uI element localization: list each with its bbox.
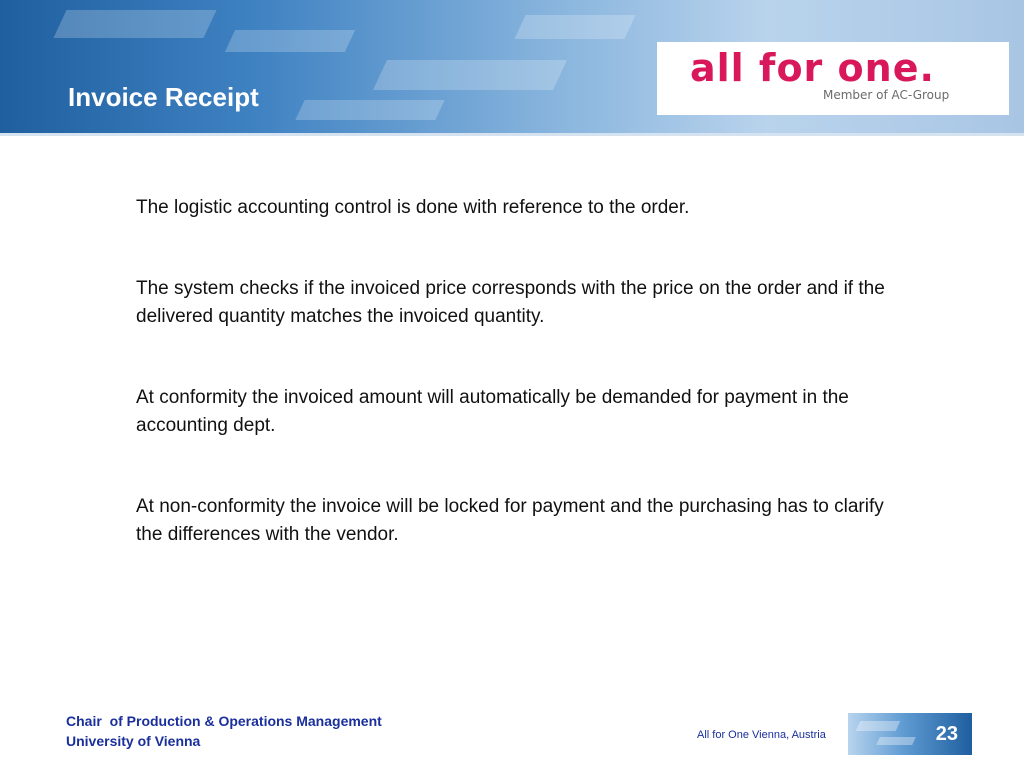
paragraph-2: The system checks if the invoiced price corresponds with the price on the order and if the delivered quantity matches the invoiced quantity.	[136, 278, 885, 327]
decorative-arrow	[876, 737, 916, 745]
slide-content	[136, 194, 896, 602]
decorative-arrow	[514, 15, 635, 39]
decorative-arrow	[53, 10, 216, 38]
page-number: 23	[935, 723, 958, 745]
footer-university: University of Vienna	[66, 733, 201, 749]
footer-chair: Chair of Production & Operations Management	[66, 713, 382, 729]
logo-brand-text: all for one.	[690, 46, 935, 90]
logo-subtitle: Member of AC-Group	[823, 88, 950, 102]
decorative-arrow	[373, 60, 567, 90]
footer-location: All for One Vienna, Austria	[697, 729, 826, 741]
decorative-arrow	[295, 100, 444, 120]
header-divider	[0, 133, 1024, 136]
decorative-arrow	[856, 721, 901, 731]
company-logo	[657, 42, 1009, 115]
slide-title: Invoice Receipt	[68, 82, 259, 112]
paragraph-4: At non-conformity the invoice will be locked for payment and the purchasing has to clarify the differences with the vendor.	[136, 496, 884, 545]
header-banner	[0, 0, 1024, 135]
paragraph-1: The logistic accounting control is done with reference to the order.	[136, 197, 690, 218]
decorative-arrow	[225, 30, 355, 52]
paragraph-3: At conformity the invoiced amount will automatically be demanded for payment in the accounting dept.	[136, 387, 849, 436]
page-number-badge	[848, 713, 972, 755]
footer-affiliation	[66, 711, 382, 751]
